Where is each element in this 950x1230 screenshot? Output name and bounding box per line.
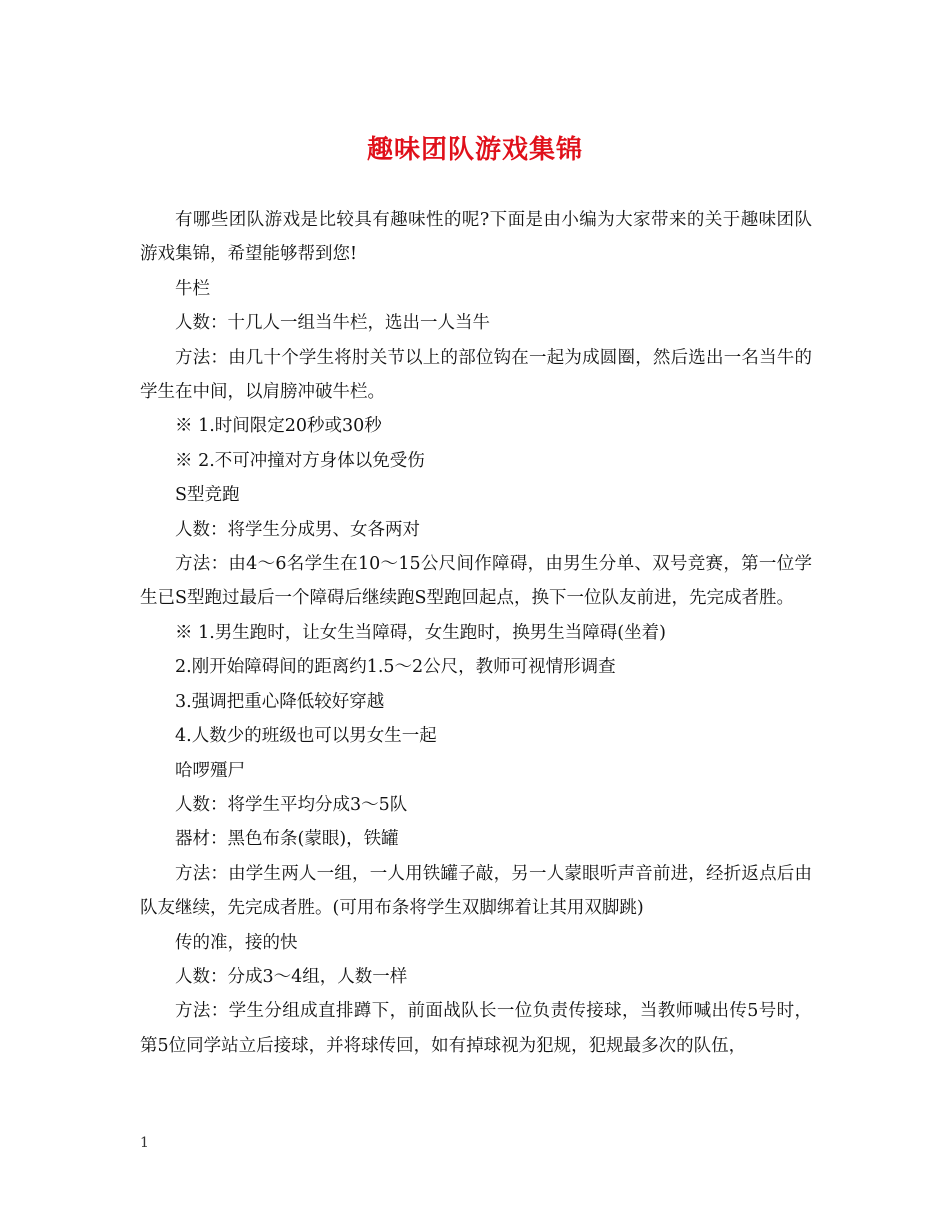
paragraph-intro: 有哪些团队游戏是比较具有趣味性的呢?下面是由小编为大家带来的关于趣味团队游戏集锦，希望能够帮到您! xyxy=(140,210,812,265)
note-item: 4.人数少的班级也可以男女生一起 xyxy=(175,726,437,747)
note-item: ※ 1.男生跑时，让女生当障碍，女生跑时，换男生当障碍(坐着) xyxy=(175,622,666,643)
note-item: ※ 1.时间限定20秒或30秒 xyxy=(175,416,382,437)
section-heading: 哈啰殭尸 xyxy=(175,760,245,781)
note-item: 2.刚开始障碍间的距离约1.5～2公尺，教师可视情形调查 xyxy=(175,657,616,678)
paragraph: 人数：将学生分成男、女各两对 xyxy=(175,519,420,540)
section-heading: S型竞跑 xyxy=(175,485,240,506)
paragraph: 方法：由几十个学生将肘关节以上的部位钩在一起为成圆圈，然后选出一名当牛的学生在中间，以肩膀冲破牛栏。 xyxy=(140,347,812,403)
note-item: 3.强调把重心降低较好穿越 xyxy=(175,691,385,712)
paragraph: 人数：十几人一组当牛栏，选出一人当牛 xyxy=(175,313,490,334)
document-body xyxy=(140,203,812,1063)
paragraph: 器材：黑色布条(蒙眼)，铁罐 xyxy=(175,829,399,850)
paragraph: 方法：学生分组成直排蹲下，前面战队长一位负责传接球，当教师喊出传5号时，第5位同学站立后接球，并将球传回，如有掉球视为犯规，犯规最多次的队伍， xyxy=(140,1001,812,1056)
section-heading: 牛栏 xyxy=(175,278,210,299)
section-heading: 传的准，接的快 xyxy=(175,932,298,953)
paragraph: 人数：将学生平均分成3～5队 xyxy=(175,794,408,815)
page-number: 1 xyxy=(140,1135,149,1151)
document-title: 趣味团队游戏集锦 xyxy=(366,135,583,165)
paragraph: 方法：由学生两人一组，一人用铁罐子敲，另一人蒙眼听声音前进，经折返点后由队友继续，先完成者胜。(可用布条将学生双脚绑着让其用双脚跳) xyxy=(140,863,812,919)
paragraph: 方法：由4～6名学生在10～15公尺间作障碍，由男生分单、双号竞赛，第一位学生已S型跑过最后一个障碍后继续跑S型跑回起点，换下一位队友前进，先完成者胜。 xyxy=(140,554,812,609)
note-item: ※ 2.不可冲撞对方身体以免受伤 xyxy=(175,450,425,471)
paragraph: 人数：分成3～4组，人数一样 xyxy=(175,966,408,987)
